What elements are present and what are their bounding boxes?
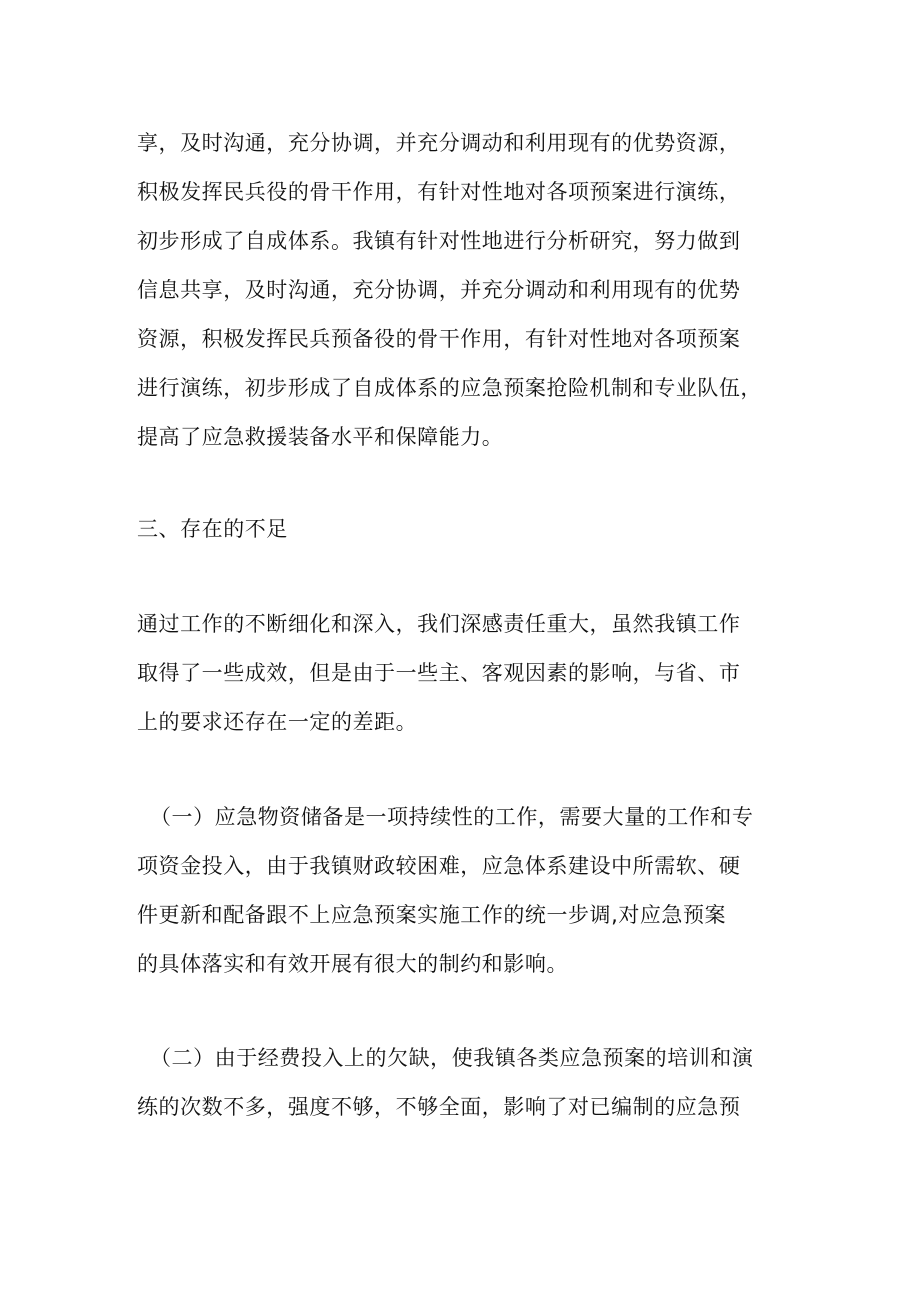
paragraph-2-line: 取得了一些成效，但是由于一些主、客观因素的影响，与省、市	[137, 661, 741, 685]
paragraph-1-line: 资源，积极发挥民兵预备役的骨干作用，有针对性地对各项预案	[137, 327, 741, 351]
paragraph-1-line: 提高了应急救援装备水平和保障能力。	[137, 425, 504, 449]
paragraph-4-line: 练的次数不多，强度不够，不够全面，影响了对已编制的应急预	[137, 1095, 741, 1119]
paragraph-1-line: 信息共享，及时沟通，充分协调，并充分调动和利用现有的优势	[137, 278, 741, 302]
paragraph-2-line: 通过工作的不断细化和深入，我们深感责任重大，虽然我镇工作	[137, 612, 741, 636]
paragraph-3-line: 的具体落实和有效开展有很大的制约和影响。	[137, 952, 568, 976]
paragraph-1-line: 初步形成了自成体系。我镇有针对性地进行分析研究，努力做到	[137, 229, 741, 253]
paragraph-1-line: 享，及时沟通，充分协调，并充分调动和利用现有的优势资源，	[137, 131, 741, 155]
paragraph-1-line: 进行演练，初步形成了自成体系的应急预案抢险机制和专业队伍，	[137, 376, 762, 400]
paragraph-4-line: （二）由于经费投入上的欠缺，使我镇各类应急预案的培训和演	[150, 1046, 754, 1070]
section-heading: 三、存在的不足	[137, 517, 288, 541]
paragraph-3-line: 件更新和配备跟不上应急预案实施工作的统一步调,对应急预案	[137, 903, 727, 927]
paragraph-3-line: 项资金投入，由于我镇财政较困难，应急体系建设中所需软、硬	[137, 854, 741, 878]
paragraph-1-line: 积极发挥民兵役的骨干作用，有针对性地对各项预案进行演练，	[137, 180, 741, 204]
paragraph-2-line: 上的要求还存在一定的差距。	[137, 710, 418, 734]
paragraph-3-line: （一）应急物资储备是一项持续性的工作，需要大量的工作和专	[150, 805, 754, 829]
